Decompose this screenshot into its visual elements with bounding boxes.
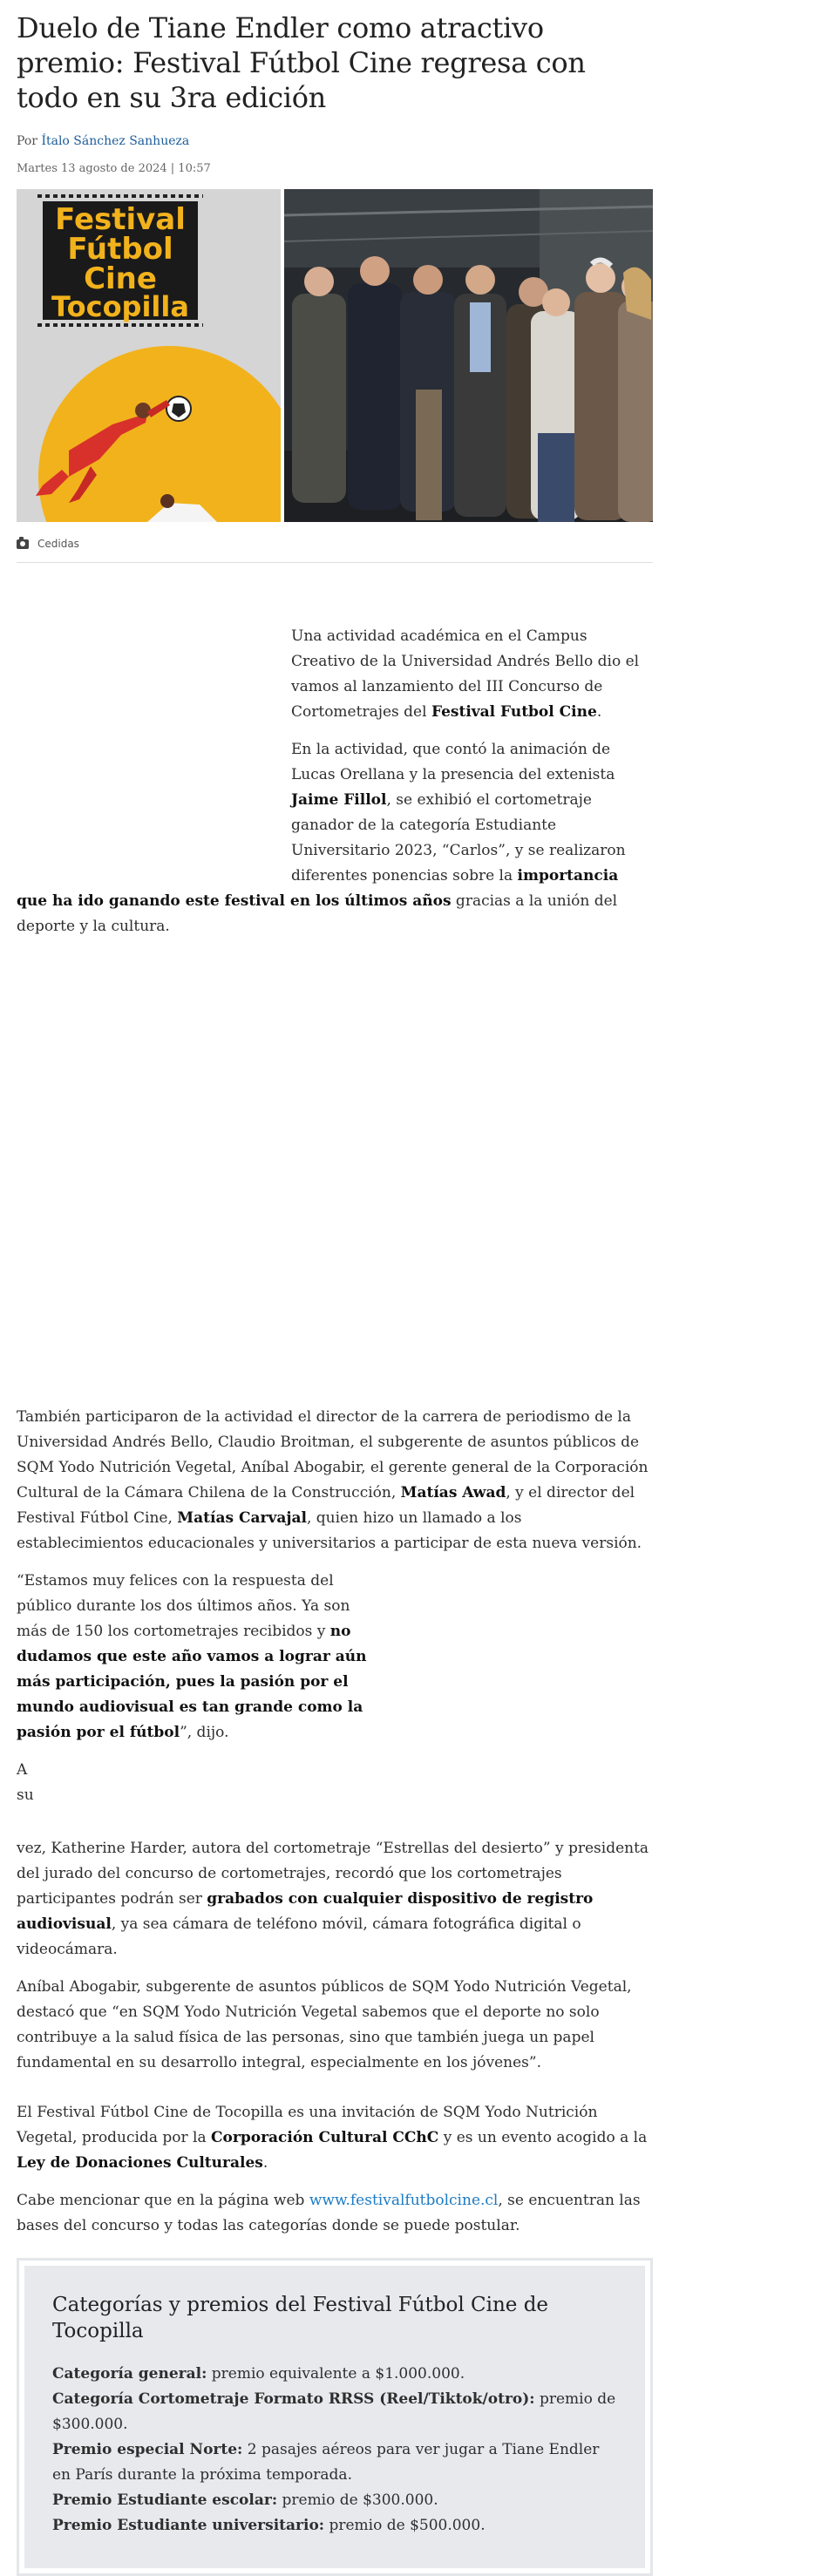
article-body	[17, 624, 653, 2239]
inline-ad-slot	[17, 624, 291, 885]
article-title: Duelo de Tiane Endler como atractivo premio: Festival Fútbol Cine regresa con todo en su 3ra edición	[17, 11, 586, 114]
byline	[17, 134, 653, 148]
inline-ad-slot-2	[383, 1569, 653, 1760]
paragraph-1: Una actividad académica en el Campus Creativo de la Universidad Andrés Bello dio el vamos al lanzamiento del III Concurso de Cortometrajes del Festival Futbol Cine.	[291, 627, 640, 721]
byline-prefix: Por	[17, 134, 37, 148]
publish-date: Martes 13 agosto de 2024 | 10:57	[17, 162, 211, 175]
poster-line-4: Tocopilla	[51, 290, 189, 323]
prize-item: Premio Estudiante universitario: premio de $500.000.	[52, 2517, 486, 2534]
paragraph-2: En la actividad, que contó la animación de Lucas Orellana y la presencia del extenista Jaime Fillol, se exhibió el cortometraje ganador de la categoría Estudiante Universitario 2023, “Carlos”, y se realizaron diferentes ponencias sobre la importancia que ha ido ganando este festival en los últimos años gracias a la unión del deporte y la cultura.	[17, 741, 626, 935]
paragraph-5: A su vez, Katherine Harder, autora del cortometraje “Estrellas del desierto” y presidenta del jurado del concurso de cortometrajes, recordó que los cortometrajes participantes podrán ser grabados con cualquier dispositivo de registro audiovisual, ya sea cámara de teléfono móvil, cámara fotográfica digital o videocámara.	[17, 1761, 649, 1958]
paragraph-8: Cabe mencionar que en la página web www.festivalfutbolcine.cl, se encuentran las bases del concurso y todas las categorías donde se puede postular.	[17, 2192, 641, 2234]
prize-item: Categoría Cortometraje Formato RRSS (Reel/Tiktok/otro): premio de $300.000.	[52, 2390, 616, 2433]
festival-website-link[interactable]: www.festivalfutbolcine.cl	[309, 2192, 499, 2209]
article-photo	[17, 189, 653, 522]
prize-item: Categoría general: premio equivalente a $1.000.000.	[52, 2365, 465, 2383]
ad-slot	[17, 952, 653, 1405]
prizes-title: Categorías y premios del Festival Fútbol Cine de Tocopilla	[52, 2294, 549, 2342]
prize-item: Premio Estudiante escolar: premio de $300.000.	[52, 2491, 438, 2509]
prizes-box	[17, 2258, 653, 2576]
camera-icon	[17, 539, 29, 549]
paragraph-3: También participaron de la actividad el director de la carrera de periodismo de la Universidad Andrés Bello, Claudio Broitman, el subgerente de asuntos públicos de SQM Yodo Nutrición Vegetal, Aníbal Abogabir, el gerente general de la Corporación Cultural de la Cámara Chilena de la Construcción, Matías Awad, y el director del Festival Fútbol Cine, Matías Carvajal, quien hizo un llamado a los establecimientos educacionales y universitarios a participar de esta nueva versión.	[17, 1408, 649, 1552]
inline-ad-slot-3	[43, 1758, 383, 1836]
poster-line-3: Cine	[84, 261, 157, 296]
article	[17, 0, 653, 2576]
caption-text: Cedidas	[37, 538, 79, 550]
poster-line-1: Festival	[55, 202, 186, 237]
paragraph-4: “Estamos muy felices con la respuesta del público durante los dos últimos años. Ya son más de 150 los cortometrajes recibidos y no dudamos que este año vamos a lograr aún más participación, pues la pasión por el mundo audiovisual es tan grande como la pasión por el fútbol”, dijo.	[17, 1572, 367, 1741]
poster-line-2: Fútbol	[67, 232, 173, 267]
paragraph-6: Aníbal Abogabir, subgerente de asuntos públicos de SQM Yodo Nutrición Vegetal, destacó que “en SQM Yodo Nutrición Vegetal sabemos que el deporte no solo contribuye a la salud física de las personas, sino que también juega un papel fundamental en su desarrollo integral, especialmente en los jóvenes”.	[17, 1978, 632, 2071]
photo-illustration	[17, 189, 653, 522]
prize-item: Premio especial Norte: 2 pasajes aéreos para ver jugar a Tiane Endler en París durante la próxima temporada.	[52, 2441, 600, 2484]
photo-caption	[17, 538, 653, 563]
paragraph-7: El Festival Fútbol Cine de Tocopilla es una invitación de SQM Yodo Nutrición Vegetal, producida por la Corporación Cultural CChC y es un evento acogido a la Ley de Donaciones Culturales.	[17, 2104, 648, 2172]
author-link[interactable]: Ítalo Sánchez Sanhueza	[41, 134, 190, 148]
